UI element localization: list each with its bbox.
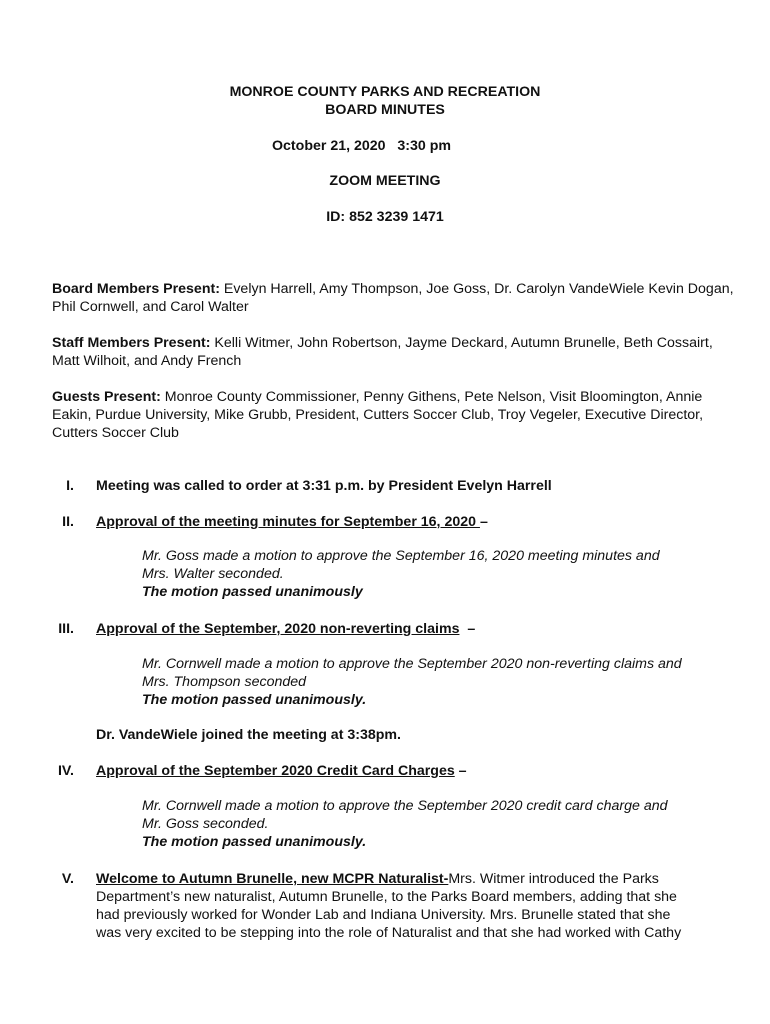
section-4-heading-text: Approval of the September 2020 Credit Card Charges [96, 763, 455, 779]
meeting-date: October 21, 2020 3:30 pm [272, 138, 452, 154]
section-5-number: V. [61, 871, 74, 887]
section-2-heading-text: Approval of the meeting minutes for September 16, 2020 [96, 514, 480, 530]
section-3-dash: – [459, 621, 476, 637]
section-4-motion-line-1: Mr. Cornwell made a motion to approve the September 2020 credit card charge and [142, 798, 668, 814]
section-5-body-line-4: was very excited to be stepping into the role of Naturalist and that she had worked with Cathy [96, 925, 682, 941]
section-2-result: The motion passed unanimously [142, 584, 363, 600]
section-2-number: II. [62, 514, 74, 530]
board-members-names: Evelyn Harrell, Amy Thompson, Joe Goss, Dr. Carolyn VandeWiele Kevin Dogan, Phil Cornwell, and Carol Walter [52, 281, 734, 315]
section-3-motion [142, 655, 742, 709]
staff-members-names: Kelli Witmer, John Robertson, Jayme Deckard, Autumn Brunelle, Beth Cossairt, Matt Wilhoit, and Andy French [52, 335, 713, 369]
section-4-number: IV. [57, 763, 74, 779]
staff-members-present [52, 334, 742, 370]
guests-label: Guests Present: [52, 389, 161, 405]
section-5-body-line-3: had previously worked for Wonder Lab and Indiana University. Mrs. Brunelle stated that she [96, 907, 671, 923]
staff-members-label: Staff Members Present: [52, 335, 211, 351]
meeting-id: ID: 852 3239 1471 [326, 209, 444, 225]
section-3-number: III. [58, 621, 74, 637]
section-4-motion [142, 797, 742, 851]
section-2-motion-line-1: Mr. Goss made a motion to approve the September 16, 2020 meeting minutes and [142, 548, 660, 564]
section-4-result: The motion passed unanimously. [142, 834, 367, 850]
section-4-title [96, 762, 736, 780]
section-3-title [96, 620, 736, 638]
section-5-body-line-1: Mrs. Witmer introduced the Parks [448, 871, 659, 887]
section-2-motion [142, 547, 742, 601]
section-5-body-line-2: Department’s new naturalist, Autumn Brunelle, to the Parks Board members, adding that she [96, 889, 677, 905]
board-members-present [52, 280, 742, 316]
org-heading: MONROE COUNTY PARKS AND RECREATION [229, 84, 541, 100]
section-1-title: Meeting was called to order at 3:31 p.m. by President Evelyn Harrell [96, 478, 552, 494]
vandewiele-joined-note: Dr. VandeWiele joined the meeting at 3:38pm. [96, 727, 401, 743]
section-1-number: I. [66, 478, 74, 494]
section-2-dash: – [479, 514, 488, 530]
document-heading: BOARD MINUTES [325, 102, 445, 118]
section-3-motion-line-2: Mrs. Thompson seconded [142, 674, 307, 690]
board-members-label: Board Members Present: [52, 281, 220, 297]
section-4-motion-line-2: Mr. Goss seconded. [142, 816, 269, 832]
section-3-motion-line-1: Mr. Cornwell made a motion to approve the September 2020 non-reverting claims and [142, 656, 682, 672]
section-5-line-1 [96, 870, 736, 888]
meeting-type: ZOOM MEETING [329, 173, 441, 189]
section-2-motion-line-2: Mrs. Walter seconded. [142, 566, 284, 582]
section-3-result: The motion passed unanimously. [142, 692, 367, 708]
guests-names: Monroe County Commissioner, Penny Githens, Pete Nelson, Visit Bloomington, Annie Eakin, Purdue University, Mike Grubb, President, Cutters Soccer Club, Troy Vegeler, Executive Director, Cutters Soccer Club [52, 389, 704, 441]
section-5-heading-text: Welcome to Autumn Brunelle, new MCPR Naturalist- [96, 871, 449, 887]
section-5-body [96, 870, 736, 942]
section-4-dash: – [454, 763, 467, 779]
section-3-heading-text: Approval of the September, 2020 non-reverting claims [96, 621, 460, 637]
section-2-title [96, 513, 736, 531]
guests-present [52, 388, 742, 442]
